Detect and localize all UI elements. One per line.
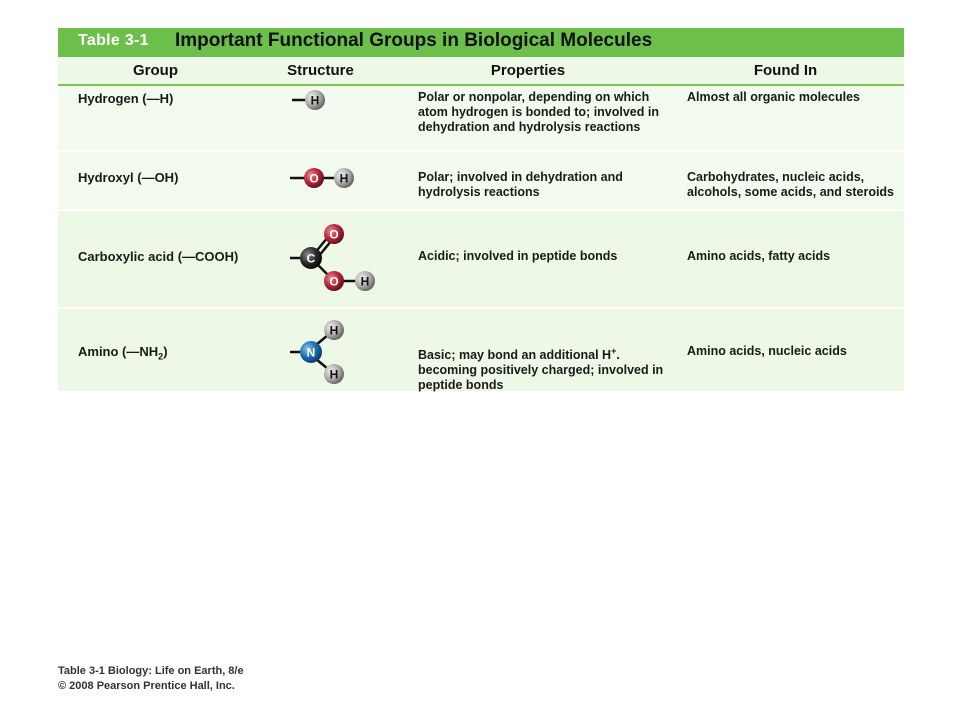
header-found-in: Found In — [753, 62, 818, 79]
hydrogen-structure — [288, 88, 348, 116]
group-name-prefix: Amino (—NH — [78, 344, 159, 359]
table-title: Important Functional Groups in Biological Molecules — [175, 30, 653, 51]
group-found-in: Almost all organic molecules — [687, 90, 860, 104]
group-name-subscript: 2 — [158, 351, 164, 362]
group-name: Hydrogen (—H) — [78, 91, 174, 106]
group-found-in: Amino acids, fatty acids — [687, 249, 831, 263]
header-structure: Structure — [287, 62, 354, 79]
atom-h-label: H — [329, 367, 339, 382]
atom-o-label: O — [309, 171, 319, 186]
atom-n-label: N — [306, 345, 316, 360]
group-properties: Polar or nonpolar, depending on which atom hydrogen is bonded to; involved in dehydration and hydrolysis reactions — [418, 90, 659, 134]
footer-source-line: Table 3-1 Biology: Life on Earth, 8/e — [58, 665, 244, 677]
atom-o-label: O — [329, 274, 339, 289]
group-properties: Acidic; involved in peptide bonds — [418, 249, 618, 263]
group-name — [78, 344, 168, 365]
atom-h-label: H — [310, 93, 320, 108]
group-found-in: Amino acids, nucleic acids — [687, 344, 847, 358]
footer-copyright-line: © 2008 Pearson Prentice Hall, Inc. — [58, 680, 235, 692]
hydroxyl-structure — [286, 166, 366, 192]
atom-c-label: C — [306, 251, 316, 266]
header-properties: Properties — [490, 62, 566, 79]
atom-h-label: H — [329, 323, 339, 338]
header-group: Group — [133, 62, 178, 79]
group-name-suffix: ) — [163, 344, 168, 359]
carboxylic-acid-structure — [286, 221, 386, 303]
source-footer — [58, 664, 244, 694]
table-row-hydrogen — [58, 86, 904, 150]
group-found-in: Carbohydrates, nucleic acids, alcohols, some acids, and steroids — [687, 170, 895, 199]
group-name: Carboxylic acid (—COOH) — [78, 249, 239, 264]
amino-structure — [286, 311, 376, 391]
table-label: Table 3-1 — [78, 32, 149, 49]
table-header-row — [58, 57, 904, 86]
table-row-amino — [58, 309, 904, 391]
atom-o-label: O — [329, 227, 339, 242]
table-row-carboxylic-acid — [58, 211, 904, 307]
group-name: Hydroxyl (—OH) — [78, 170, 179, 185]
group-properties — [418, 344, 668, 393]
properties-superscript: + — [611, 346, 617, 356]
group-properties: Polar; involved in dehydration and hydrolysis reactions — [418, 170, 623, 199]
table-row-hydroxyl — [58, 152, 904, 209]
properties-suffix: . becoming positively charged; involved in peptide bonds — [418, 348, 664, 393]
table-title-bar — [58, 28, 904, 57]
atom-h-label: H — [360, 274, 370, 289]
atom-h-label: H — [339, 171, 349, 186]
properties-prefix: Basic; may bond an additional H — [418, 348, 612, 363]
